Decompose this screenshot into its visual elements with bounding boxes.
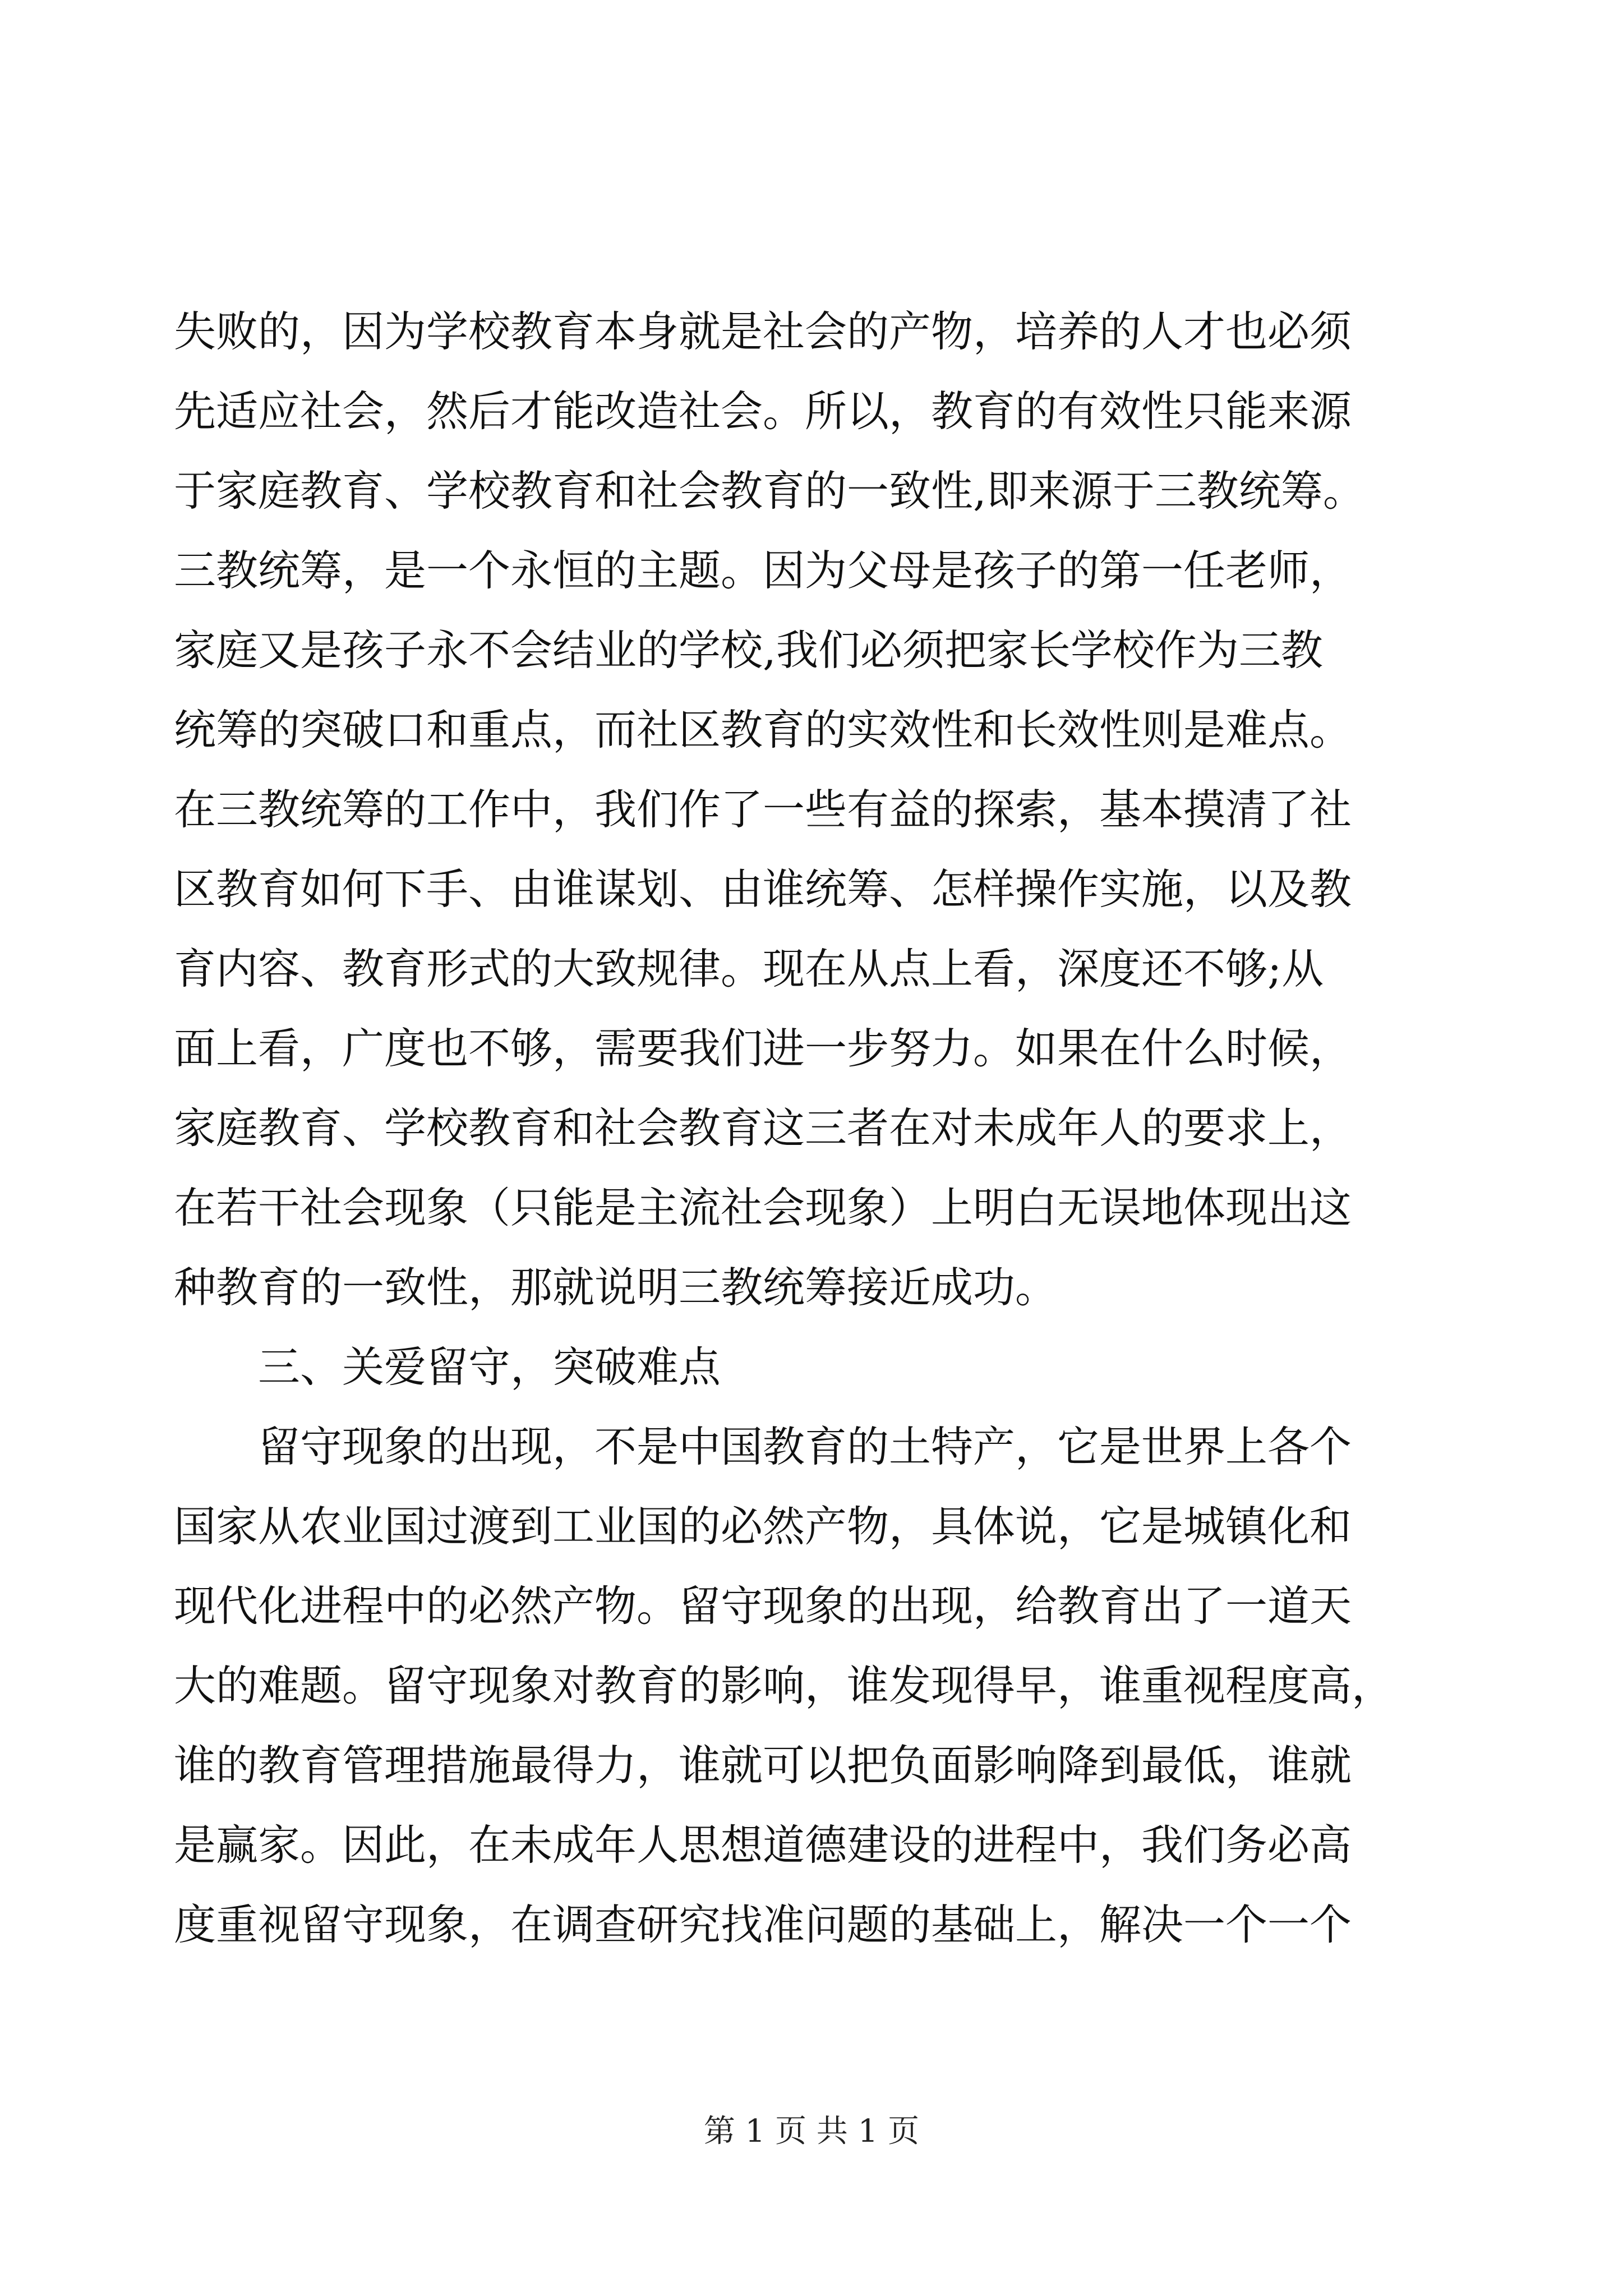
section-heading: 三、关爱留守，突破难点 bbox=[258, 1342, 721, 1392]
text-line: 区教育如何下手、由谁谋划、由谁统筹、怎样操作实施，以及教 bbox=[174, 864, 1352, 914]
text-line: 大的难题。留守现象对教育的影响，谁发现得早，谁重视程度高， bbox=[174, 1661, 1394, 1710]
page-footer: 第 1 页 共 1 页 bbox=[703, 2113, 920, 2150]
text-line: 种教育的一致性，那就说明三教统筹接近成功。 bbox=[174, 1263, 1058, 1312]
text-line: 是赢家。因此，在未成年人思想道德建设的进程中，我们务必高 bbox=[174, 1820, 1352, 1870]
text-line: 在若干社会现象（只能是主流社会现象）上明白无误地体现出这 bbox=[174, 1183, 1352, 1232]
text-line: 统筹的突破口和重点，而社区教育的实效性和长效性则是难点。 bbox=[174, 705, 1352, 754]
text-line: 家庭教育、学校教育和社会教育这三者在对未成年人的要求上， bbox=[174, 1103, 1352, 1153]
document-body bbox=[174, 292, 1447, 1964]
text-line: 留守现象的出现，不是中国教育的土特产，它是世界上各个 bbox=[258, 1422, 1352, 1471]
text-line: 现代化进程中的必然产物。留守现象的出现，给教育出了一道天 bbox=[174, 1581, 1352, 1631]
text-line: 失败的，因为学校教育本身就是社会的产物，培养的人才也必须 bbox=[174, 307, 1352, 356]
text-line: 于家庭教育、学校教育和社会教育的一致性,即来源于三教统筹。 bbox=[174, 466, 1365, 516]
text-line: 先适应社会，然后才能改造社会。所以，教育的有效性只能来源 bbox=[174, 386, 1352, 436]
text-line: 家庭又是孩子永不会结业的学校,我们必须把家长学校作为三教 bbox=[174, 625, 1323, 675]
text-line: 国家从农业国过渡到工业国的必然产物，具体说，它是城镇化和 bbox=[174, 1502, 1352, 1551]
text-line: 谁的教育管理措施最得力，谁就可以把负面影响降到最低，谁就 bbox=[174, 1741, 1352, 1790]
text-line: 面上看，广度也不够，需要我们进一步努力。如果在什么时候， bbox=[174, 1024, 1352, 1073]
text-line: 三教统筹，是一个永恒的主题。因为父母是孩子的第一任老师， bbox=[174, 546, 1352, 595]
text-line: 度重视留守现象，在调查研究找准问题的基础上，解决一个一个 bbox=[174, 1900, 1352, 1949]
text-line: 育内容、教育形式的大致规律。现在从点上看，深度还不够;从 bbox=[174, 944, 1324, 993]
text-line: 在三教统筹的工作中，我们作了一些有益的探索，基本摸清了社 bbox=[174, 785, 1352, 834]
